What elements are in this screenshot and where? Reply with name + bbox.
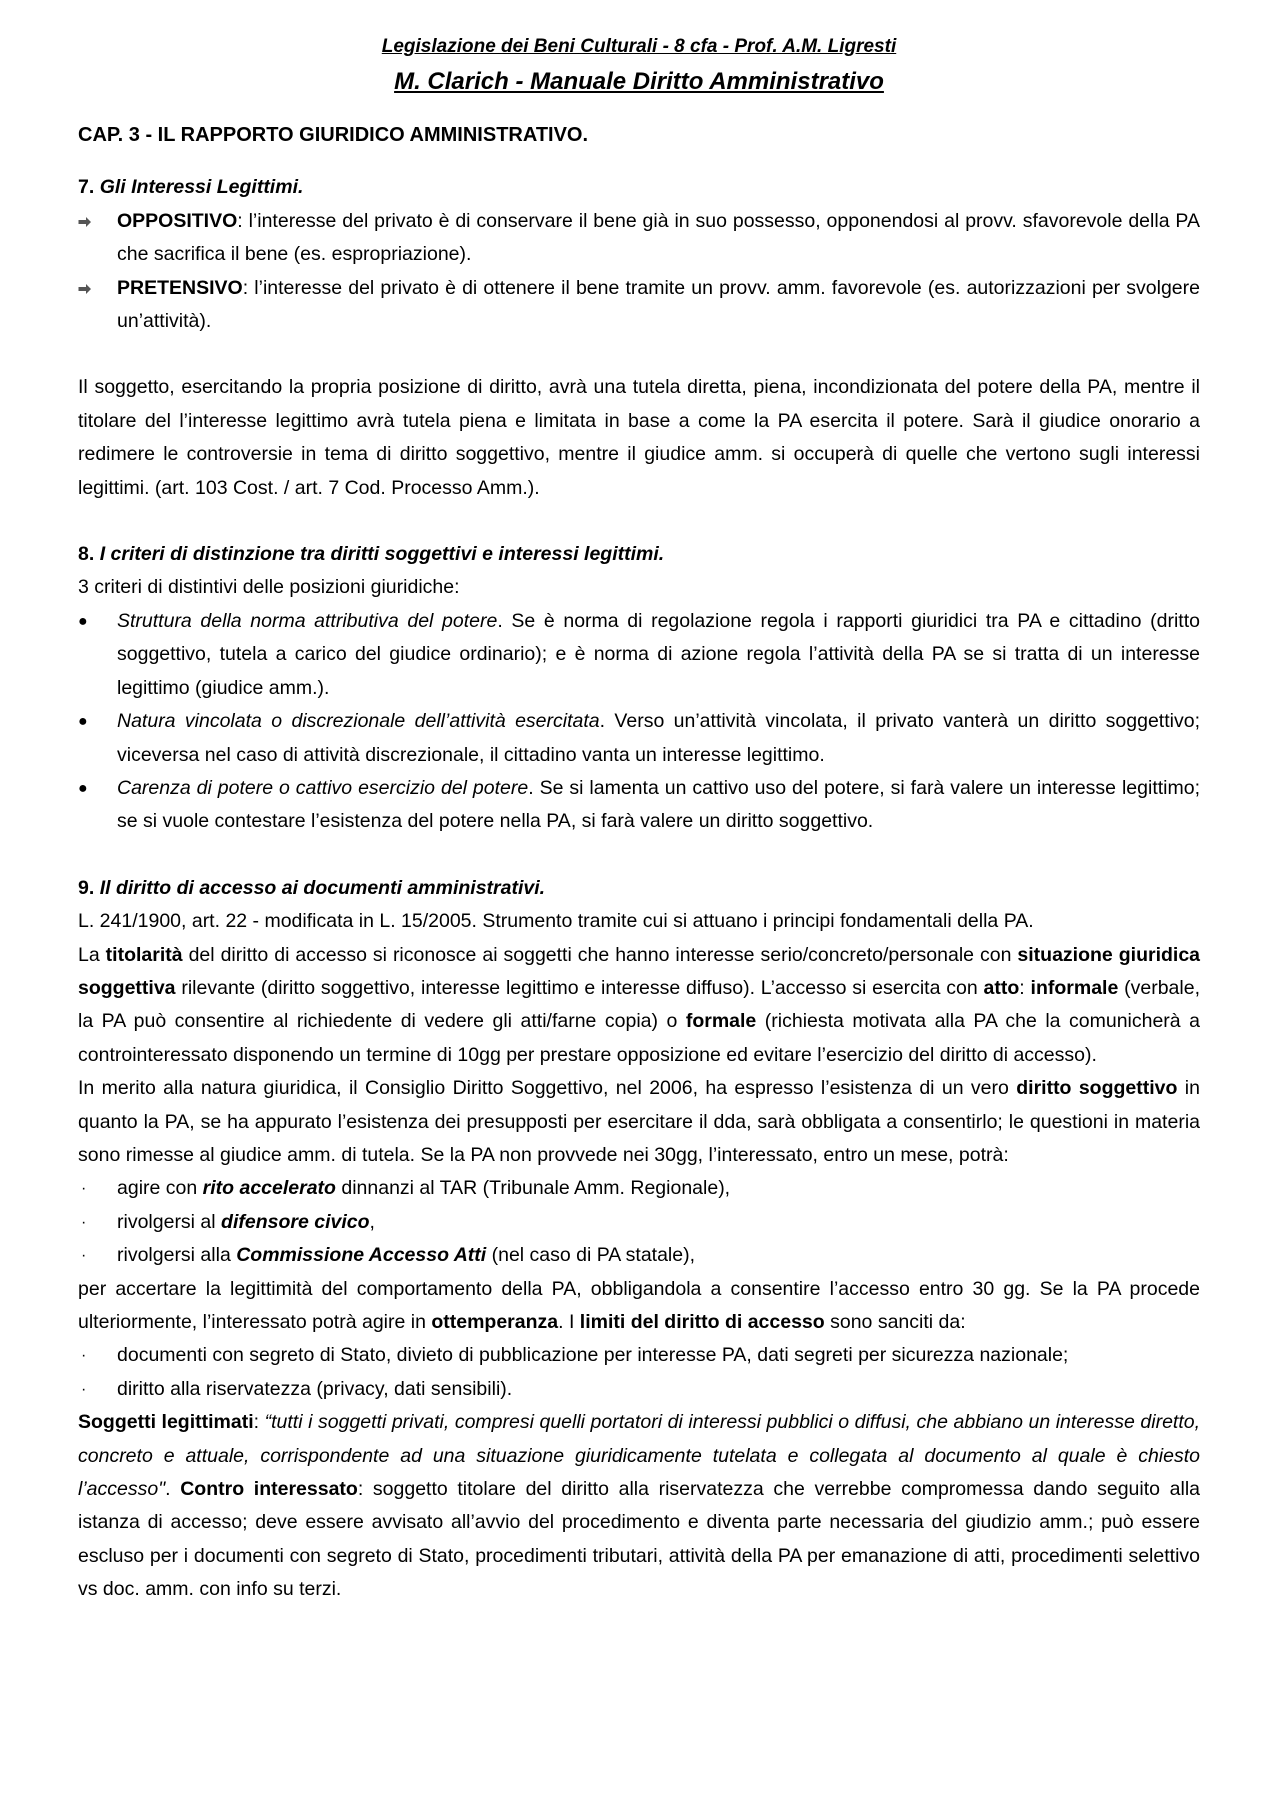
bullet-icon: · [81, 1213, 87, 1231]
arrow-bullet-icon [78, 205, 108, 238]
natura-giuridica-paragraph: In merito alla natura giuridica, il Consiglio Diritto Soggettivo, nel 2006, ha espresso l’esistenza di un vero diritto soggettivo in quanto la PA, se ha appurato l’esistenza dei presupposti per esercitare il dda, sarà obbligata a consentirlo; le questioni in materia sono rimesse al giudice amm. di tutela. Se la PA non provvede nei 30gg, l’interessato, entro un mese, potrà: [78, 1077, 1200, 1166]
interest-types-list [78, 205, 1200, 339]
bullet-icon: · [81, 1347, 87, 1365]
section-7-heading: 7. Gli Interessi Legittimi. [78, 176, 304, 199]
bullet-icon: · [81, 1247, 87, 1265]
section-9-heading: 9. Il diritto di accesso ai documenti amministrativi. [78, 876, 546, 899]
soggetti-legittimati-paragraph: Soggetti legittimati: “tutti i soggetti privati, compresi quelli portatori di interessi pubblici o diffusi, che abbiano un interesse diretto, concreto e attuale, corrispondente ad una situazione giuridicamente tutelata e collegata al documento al quale è chiesto l’accesso". Contro interessato: soggetto titolare del diritto alla riservatezza che verrebbe compromessa dando seguito alla istanza di accesso; deve essere avvisato all’avvio del procedimento e diventa parte necessaria del giudizio amm.; può essere escluso per i documenti con segreto di Stato, procedimenti tributari, attività della PA per emanazione di atti, procedimenti selettivo vs doc. amm. con info su terzi. [78, 1411, 1201, 1601]
list-item: · agire con rito accelerato dinnanzi al TAR (Tribunale Amm. Regionale), [78, 1172, 1200, 1205]
bullet-icon: · [81, 1380, 87, 1398]
section-8-heading: 8. I criteri di distinzione tra diritti soggettivi e interessi legittimi. [78, 543, 665, 566]
chapter-heading: CAP. 3 - IL RAPPORTO GIURIDICO AMMINISTRATIVO. [78, 124, 589, 146]
list-item: PRETENSIVO: l’interesse del privato è di ottenere il bene tramite un provv. amm. favorevole (es. autorizzazioni per svolgere un’attività). [78, 272, 1200, 339]
list-item: OPPOSITIVO: l’interesse del privato è di conservare il bene già in suo possesso, opponendosi al provv. sfavorevole della PA che sacrifica il bene (es. espropriazione). [78, 205, 1200, 272]
criteria-list [78, 605, 1200, 839]
law-reference: L. 241/1900, art. 22 - modificata in L. 15/2005. Strumento tramite cui si attuano i principi fondamentali della PA. [78, 910, 1034, 933]
list-item: ● Struttura della norma attributiva del potere. Se è norma di regolazione regola i rapporti giuridici tra PA e cittadino (dritto soggettivo, tutela a carico del giudice ordinario); e è norma di azione regola l’attività della PA se si tratta di un interesse legittimo (giudice amm.). [78, 605, 1200, 705]
bullet-icon: · [81, 1180, 87, 1198]
limits-list [78, 1339, 1200, 1406]
remedies-list [78, 1172, 1200, 1272]
list-item: · rivolgersi al difensore civico, [78, 1206, 1200, 1239]
section-8-intro: 3 criteri di distintivi delle posizioni giuridiche: [78, 576, 460, 599]
list-item: · diritto alla riservatezza (privacy, dati sensibili). [78, 1373, 1200, 1406]
bullet-icon: ● [78, 713, 88, 731]
list-item: ● Natura vincolata o discrezionale dell’attività esercitata. Verso un’attività vincolata, il privato vanterà un diritto soggettivo; viceversa nel caso di attività discrezionale, il cittadino vanta un interesse legittimo. [78, 705, 1200, 772]
section-7-paragraph: Il soggetto, esercitando la propria posizione di diritto, avrà una tutela diretta, piena, incondizionata del potere della PA, mentre il titolare del l’interesse legittimo avrà tutela piena e limitata in base a come la PA esercita il potere. Sarà il giudice onorario a redimere le controversie in tema di diritto soggettivo, mentre il giudice amm. si occuperà di quelle che vertono sugli interessi legittimi. (art. 103 Cost. / art. 7 Cod. Processo Amm.). [78, 376, 1200, 499]
list-item: ● Carenza di potere o cattivo esercizio del potere. Se si lamenta un cattivo uso del potere, si farà valere un interesse legittimo; se si vuole contestare l’esistenza del potere nella PA, si farà valere un diritto soggettivo. [78, 772, 1200, 839]
bullet-icon: ● [78, 779, 88, 797]
book-title: M. Clarich - Manuale Diritto Amministrativo [394, 68, 884, 95]
arrow-bullet-icon [78, 272, 108, 305]
course-header: Legislazione dei Beni Culturali - 8 cfa - Prof. A.M. Ligresti [381, 36, 897, 57]
list-item: · rivolgersi alla Commissione Accesso Atti (nel caso di PA statale), [78, 1239, 1200, 1272]
bullet-icon: ● [78, 612, 88, 630]
list-item: · documenti con segreto di Stato, divieto di pubblicazione per interesse PA, dati segreti per sicurezza nazionale; [78, 1339, 1200, 1372]
ottemperanza-paragraph: per accertare la legittimità del comportamento della PA, obbligandola a consentire l’accesso entro 30 gg. Se la PA procede ulteriormente, l’interessato potrà agire in ottemperanza. I limiti del diritto di accesso sono sanciti da: [78, 1277, 1200, 1333]
document-page [78, 30, 1200, 1607]
titolarita-paragraph: La titolarità del diritto di accesso si riconosce ai soggetti che hanno interesse serio/concreto/personale con situazione giuridica soggettiva rilevante (diritto soggettivo, interesse legittimo e interesse diffuso). L’accesso si esercita con atto: informale (verbale, la PA può consentire al richiedente di vedere gli atti/farne copia) o formale (richiesta motivata alla PA che la comunicherà a controinteressato disponendo un termine di 10gg per prestare opposizione ed evitare l’esercizio del diritto di accesso). [78, 943, 1201, 1066]
